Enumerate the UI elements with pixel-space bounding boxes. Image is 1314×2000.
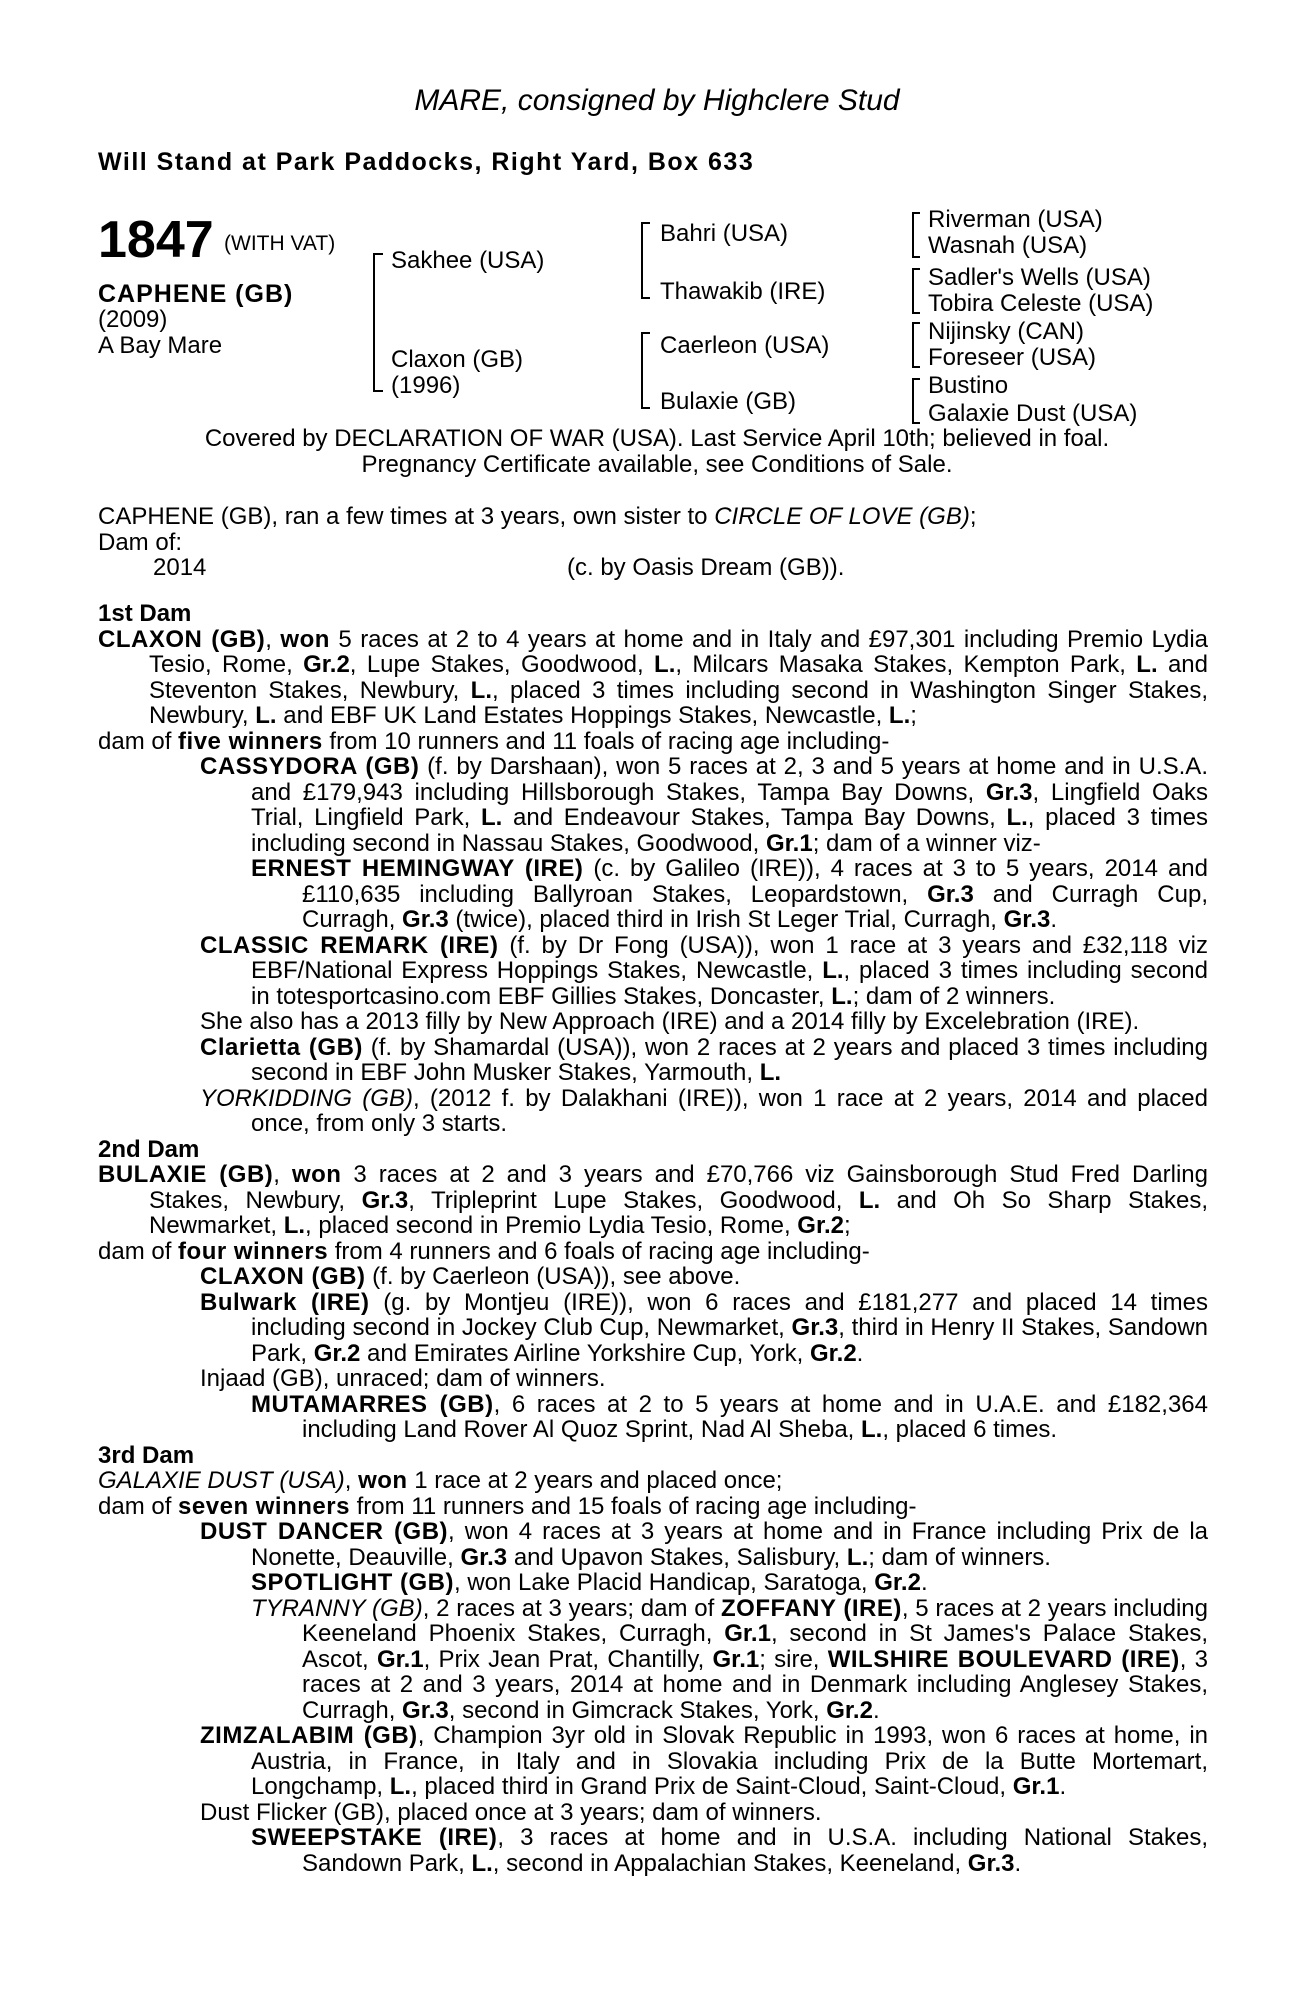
injaad-entry: Injaad (GB), unraced; dam of winners.: [200, 1365, 606, 1392]
first-dam-entry: CLAXON (GB), won 5 races at 2 to 4 years at home and in Italy and £97,301 including Premio Lydia Tesio, Rome, Gr.2, Lupe Stakes, Goodwood, L., Milcars Masaka Stakes, Kempton Park, L. and Steventon Stakes, Newbury, L., placed 3 times including second in Washington Singer Stakes, Newbury, L. and EBF UK Land Estates Hoppings Stakes, Newcastle, L.;: [98, 625, 1209, 729]
pedigree-brace-g3: [912, 322, 920, 368]
dam-of-label: Dam of:: [98, 528, 183, 556]
pedigree-g4: Tobira Celeste (USA): [928, 290, 1154, 317]
horse-description: A Bay Mare: [98, 332, 223, 359]
produce-year: 2014: [153, 554, 207, 581]
pedigree-g8: Galaxie Dust (USA): [928, 400, 1138, 427]
yorkidding-entry: YORKIDDING (GB), (2012 f. by Dalakhani (IRE)), won 1 race at 2 years, 2014 and placed once, from only 3 starts.: [200, 1084, 1208, 1137]
covered-note: Covered by DECLARATION OF WAR (USA). Last Service April 10th; believed in foal.: [204, 425, 1110, 452]
classic-remark-entry: CLASSIC REMARK (IRE) (f. by Dr Fong (USA)), won 1 race at 3 years and £32,118 viz EBF/National Express Hoppings Stakes, Newcastle, L., placed 3 times including second in totesportcasino.com EBF Gillies Stakes, Doncaster, L.; dam of 2 winners.: [200, 931, 1208, 1010]
tyranny-entry: TYRANNY (GB), 2 races at 3 years; dam of ZOFFANY (IRE), 5 races at 2 years including Keeneland Phoenix Stakes, Curragh, Gr.1, second in St James's Palace Stakes, Ascot, Gr.1, Prix Jean Prat, Chantilly, Gr.1; sire, WILSHIRE BOULEVARD (IRE), 3 races at 2 and 3 years, 2014 at home and in Denmark including Anglesey Stakes, Curragh, Gr.3, second in Gimcrack Stakes, York, Gr.2.: [251, 1594, 1209, 1724]
second-dam-entry: BULAXIE (GB), won 3 races at 2 and 3 years and £70,766 viz Gainsborough Stud Fred Darling Stakes, Newbury, Gr.3, Tripleprint Lupe Stakes, Goodwood, L. and Oh So Sharp Stakes, Newmarket, L., placed second in Premio Lydia Tesio, Rome, Gr.2;: [98, 1161, 1209, 1239]
produce-desc: (c. by Oasis Dream (GB)).: [567, 554, 845, 581]
third-dam-entry: GALAXIE DUST (USA), won 1 race at 2 years and placed once;: [98, 1467, 783, 1494]
pedigree-brace-g1: [912, 212, 920, 258]
pedigree-g6: Foreseer (USA): [928, 344, 1097, 371]
claxon-entry: CLAXON (GB) (f. by Caerleon (USA)), see above.: [200, 1263, 741, 1290]
cassydora-entry: CASSYDORA (GB) (f. by Darshaan), won 5 races at 2, 3 and 5 years at home and in U.S.A. and £179,943 including Hillsborough Stakes, Tampa Bay Downs, Gr.3, Lingfield Oaks Trial, Lingfield Park, L. and Endeavour Stakes, Tampa Bay Downs, L., placed 3 times including second in Nassau Stakes, Goodwood, Gr.1; dam of a winner viz-: [200, 753, 1208, 857]
intro: CAPHENE (GB), ran a few times at 3 years, own sister to CIRCLE OF LOVE (GB);: [98, 503, 977, 530]
second-dam-produce: dam of four winners from 4 runners and 6 foals of racing age including-: [98, 1237, 870, 1265]
pedigree-g2: Wasnah (USA): [928, 232, 1088, 259]
third-dam-produce: dam of seven winners from 11 runners and 15 foals of racing age including-: [98, 1492, 917, 1520]
pedigree-brace-g4: [912, 378, 920, 424]
first-dam-produce: dam of five winners from 10 runners and 11 foals of racing age including-: [98, 727, 890, 755]
horse-name: CAPHENE (GB): [98, 280, 294, 308]
dust-dancer-entry: DUST DANCER (GB), won 4 races at 3 years at home and in France including Prix de la Nonette, Deauville, Gr.3 and Upavon Stakes, Salisbury, L.; dam of winners.: [200, 1518, 1208, 1571]
sister-name: CIRCLE OF LOVE (GB): [714, 503, 970, 530]
pregnancy-note: Pregnancy Certificate available, see Conditions of Sale.: [361, 451, 953, 478]
vat-label: (WITH VAT): [224, 232, 336, 255]
stand-location: Will Stand at Park Paddocks, Right Yard, Box 633: [98, 148, 755, 176]
dust-flicker-entry: Dust Flicker (GB), placed once at 3 years; dam of winners.: [200, 1798, 822, 1826]
pedigree-g5: Nijinsky (CAN): [928, 318, 1084, 345]
clarietta-entry: Clarietta (GB) (f. by Shamardal (USA)), won 2 races at 2 years and placed 3 times including second in EBF John Musker Stakes, Yarmouth, L.: [200, 1033, 1208, 1086]
pedigree-dam-dam: Bulaxie (GB): [660, 388, 797, 415]
pedigree-g7: Bustino: [928, 372, 1009, 399]
lot-number: 1847: [98, 211, 214, 269]
pedigree-g3: Sadler's Wells (USA): [928, 264, 1151, 291]
pedigree-brace-g2: [912, 268, 920, 314]
page-title: MARE, consigned by Highclere Stud: [414, 84, 900, 117]
mutamarres-entry: MUTAMARRES (GB), 6 races at 2 to 5 years at home and in U.A.E. and £182,364 including Land Rover Al Quoz Sprint, Nad Al Sheba, L., placed 6 times.: [251, 1390, 1208, 1443]
pedigree-brace-dam: [641, 332, 650, 409]
sweepstake-entry: SWEEPSTAKE (IRE), 3 races at home and in U.S.A. including National Stakes, Sandown Park, L., second in Appalachian Stakes, Keeneland, Gr.3.: [251, 1824, 1208, 1877]
pedigree-g1: Riverman (USA): [928, 206, 1103, 233]
pedigree-sire: Sakhee (USA): [391, 247, 545, 274]
pedigree-dam-year: (1996): [391, 372, 461, 399]
second-dam-heading: 2nd Dam: [98, 1135, 200, 1163]
spotlight-entry: SPOTLIGHT (GB), won Lake Placid Handicap, Saratoga, Gr.2.: [251, 1569, 928, 1596]
pedigree-dam-sire: Caerleon (USA): [660, 332, 830, 359]
produce-row: [98, 555, 1208, 581]
pedigree-sire-sire: Bahri (USA): [660, 220, 789, 247]
horse-year: (2009): [98, 306, 168, 333]
catalogue-body: [98, 504, 1208, 1876]
she-also-note: She also has a 2013 filly by New Approach (IRE) and a 2014 filly by Excelebration (IRE).: [200, 1008, 1140, 1035]
pedigree-brace-sire: [641, 222, 650, 299]
first-dam-heading: 1st Dam: [98, 600, 192, 627]
zimzalabim-entry: ZIMZALABIM (GB), Champion 3yr old in Slovak Republic in 1993, won 6 races at home, in Austria, in France, in Italy and in Slovakia including Prix de la Butte Mortemart, Longchamp, L., placed third in Grand Prix de Saint-Cloud, Saint-Cloud, Gr.1.: [200, 1722, 1208, 1800]
pedigree-brace-main: [373, 253, 383, 392]
pedigree-dam: Claxon (GB): [391, 346, 524, 373]
hemingway-entry: ERNEST HEMINGWAY (IRE) (c. by Galileo (IRE)), 4 races at 3 to 5 years, 2014 and £110,635 including Ballyroan Stakes, Leopardstown, Gr.3 and Curragh Cup, Curragh, Gr.3 (twice), placed third in Irish St Leger Trial, Curragh, Gr.3.: [251, 855, 1208, 933]
third-dam-heading: 3rd Dam: [98, 1441, 195, 1469]
pedigree-sire-dam: Thawakib (IRE): [660, 278, 826, 305]
bulwark-entry: Bulwark (IRE) (g. by Montjeu (IRE)), won 6 races and £181,277 and placed 14 times including second in Jockey Club Cup, Newmarket, Gr.3, third in Henry II Stakes, Sandown Park, Gr.2 and Emirates Airline Yorkshire Cup, York, Gr.2.: [200, 1288, 1209, 1367]
